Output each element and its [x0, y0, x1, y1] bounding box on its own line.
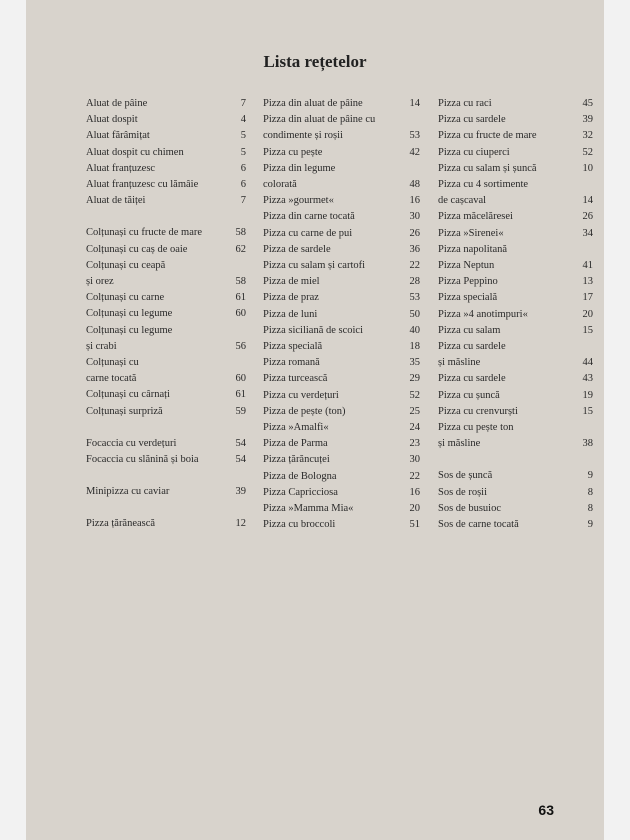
- recipe-entry: [438, 128, 593, 144]
- recipe-name: Pizza cu pește: [263, 146, 323, 158]
- recipe-entry: [86, 387, 246, 403]
- recipe-entry: [86, 404, 246, 420]
- recipe-name: de cașcaval: [438, 195, 487, 207]
- recipe-group: [86, 96, 246, 209]
- recipe-group: [86, 225, 246, 419]
- recipe-entry: [263, 226, 420, 242]
- recipe-page: 16: [409, 195, 420, 207]
- recipe-entry: [438, 226, 593, 242]
- recipe-name: Sos de carne tocată: [438, 519, 519, 531]
- recipe-entry: [438, 388, 593, 404]
- recipe-entry: [263, 371, 420, 387]
- recipe-entry: [263, 501, 420, 517]
- recipe-entry: [263, 307, 420, 323]
- recipe-name: Sos de șuncă: [438, 470, 493, 482]
- recipe-name: Pizza țărăncuței: [263, 454, 330, 466]
- recipe-entry: [263, 193, 420, 209]
- recipe-page: 54: [235, 454, 246, 466]
- recipe-entry: [86, 355, 246, 371]
- recipe-name: și orez: [86, 276, 114, 288]
- recipe-name: Colțunași cu ceapă: [86, 259, 166, 271]
- recipe-entry: [438, 290, 593, 306]
- recipe-name: Pizza cu fructe de mare: [438, 130, 537, 142]
- recipe-name: Colțunași cu fructe de mare: [86, 227, 203, 239]
- recipe-entry: [438, 112, 593, 128]
- recipe-page: 15: [582, 324, 593, 336]
- recipe-page: 30: [409, 454, 420, 466]
- recipe-name: Pizza din aluat de pâine: [263, 98, 363, 109]
- recipe-entry: [438, 242, 593, 258]
- recipe-name: Aluat fărâmițat: [86, 130, 150, 142]
- recipe-name: Sos de roșii: [438, 486, 488, 498]
- recipe-group: [86, 436, 246, 468]
- recipe-name: Pizza cu broccoli: [263, 519, 336, 531]
- recipe-page: 53: [409, 292, 420, 304]
- book-page: [26, 0, 604, 840]
- recipe-entry: [438, 145, 593, 161]
- recipe-entry: [438, 177, 593, 193]
- recipe-entry: [86, 258, 246, 274]
- recipe-page: 9: [587, 519, 593, 531]
- recipe-entry: [263, 209, 420, 225]
- recipe-entry: [263, 112, 420, 128]
- recipe-entry: [438, 436, 593, 452]
- recipe-name: Pizza romană: [263, 357, 320, 369]
- recipe-page: 50: [409, 308, 420, 320]
- recipe-page: 4: [240, 114, 246, 126]
- recipe-entry: [263, 339, 420, 355]
- recipe-name: Pizza de pește (ton): [263, 405, 346, 417]
- recipe-entry: [86, 96, 246, 112]
- recipe-name: Aluat dospit: [86, 114, 138, 126]
- recipe-name: Pizza din legume: [263, 162, 336, 174]
- recipe-name: Pizza de luni: [263, 308, 318, 320]
- recipe-entry: [86, 306, 246, 322]
- recipe-name: Pizza cu ciuperci: [438, 146, 510, 158]
- recipe-entry: [438, 485, 593, 501]
- recipe-page: 61: [235, 389, 246, 401]
- recipe-name: Pizza »Sirenei«: [438, 227, 504, 239]
- recipe-entry: [438, 404, 593, 420]
- recipe-entry: [86, 484, 246, 500]
- recipe-page: 6: [240, 179, 246, 191]
- recipe-entry: [438, 161, 593, 177]
- recipe-name: și măsline: [438, 438, 481, 450]
- recipe-page: 19: [582, 389, 593, 401]
- recipe-page: 18: [409, 341, 420, 353]
- recipe-entry: [263, 355, 420, 371]
- recipe-group: [86, 516, 246, 532]
- recipe-page: 39: [582, 114, 593, 126]
- recipe-entry: [438, 371, 593, 387]
- recipe-entry: [438, 420, 593, 436]
- recipe-name: Sos de busuioc: [438, 502, 501, 514]
- recipe-name: Aluat franțuzesc cu lămâie: [86, 179, 199, 191]
- recipe-name: Pizza Peppino: [438, 276, 498, 288]
- recipe-entry: [263, 128, 420, 144]
- recipe-name: carne tocată: [86, 373, 137, 385]
- recipe-name: Pizza de praz: [263, 292, 319, 304]
- recipe-entry: [438, 323, 593, 339]
- recipe-name: Focaccia cu slănină și boia: [86, 454, 199, 466]
- recipe-name: Pizza cu sardele: [438, 341, 506, 353]
- recipe-name: și măsline: [438, 357, 481, 369]
- recipe-entry: [86, 436, 246, 452]
- recipe-page: 32: [582, 130, 593, 142]
- recipe-entry: [263, 258, 420, 274]
- recipe-page: 24: [409, 422, 420, 434]
- recipe-name: Pizza specială: [438, 292, 498, 304]
- recipe-page: 5: [240, 146, 246, 158]
- recipe-page: 60: [235, 308, 246, 320]
- recipe-page: 42: [409, 146, 420, 158]
- recipe-name: Pizza de Parma: [263, 438, 328, 450]
- recipe-page: 5: [240, 130, 246, 142]
- recipe-page: 17: [582, 292, 593, 304]
- recipe-name: Pizza de miel: [263, 276, 320, 288]
- recipe-entry: [263, 242, 420, 258]
- recipe-entry: [86, 161, 246, 177]
- page-title: Lista rețetelor: [263, 52, 367, 71]
- recipe-entry: [86, 274, 246, 290]
- recipe-entry: [438, 307, 593, 323]
- recipe-page: 52: [582, 146, 593, 158]
- recipe-page: 8: [587, 486, 593, 498]
- recipe-entry: [86, 177, 246, 193]
- recipe-name: Pizza siciliană de scoici: [263, 324, 364, 336]
- recipe-page: 14: [582, 195, 593, 207]
- recipe-name: Pizza Capricciosa: [263, 486, 338, 498]
- recipe-column-3: [438, 96, 593, 549]
- recipe-page: 25: [409, 405, 420, 417]
- recipe-page: 20: [582, 308, 593, 320]
- recipe-entry: [438, 517, 593, 533]
- recipe-entry: [438, 209, 593, 225]
- recipe-entry: [86, 339, 246, 355]
- recipe-name: Aluat de pâine: [86, 98, 148, 109]
- recipe-name: Pizza cu raci: [438, 98, 492, 109]
- recipe-entry: [438, 193, 593, 209]
- recipe-name: Aluat de tăiței: [86, 195, 146, 207]
- recipe-entry: [86, 112, 246, 128]
- recipe-page: 53: [409, 130, 420, 142]
- recipe-entry: [263, 290, 420, 306]
- recipe-page: 12: [235, 518, 246, 530]
- recipe-page: 35: [409, 357, 420, 369]
- recipe-page: 29: [409, 373, 420, 385]
- recipe-page: 43: [582, 373, 593, 385]
- recipe-name: Colțunași cu carne: [86, 292, 165, 304]
- recipe-name: Pizza din aluat de pâine cu: [263, 114, 376, 126]
- recipe-entry: [86, 452, 246, 468]
- recipe-page: 14: [409, 98, 420, 109]
- recipe-entry: [438, 258, 593, 274]
- recipe-entry: [86, 128, 246, 144]
- recipe-column-1: [86, 96, 246, 549]
- recipe-name: Pizza cu salam: [438, 324, 501, 336]
- recipe-page: 45: [582, 98, 593, 109]
- recipe-page: 44: [582, 357, 593, 369]
- recipe-page: 61: [235, 292, 246, 304]
- recipe-entry: [263, 485, 420, 501]
- recipe-name: Pizza cu salam și șuncă: [438, 162, 537, 174]
- recipe-name: Pizza cu pește ton: [438, 422, 514, 434]
- recipe-entry: [438, 339, 593, 355]
- recipe-name: Colțunași cu caș de oaie: [86, 243, 188, 255]
- recipe-page: 40: [409, 324, 420, 336]
- recipe-name: condimente și roșii: [263, 130, 343, 142]
- recipe-name: Pizza »Amalfi«: [263, 422, 329, 434]
- recipe-page: 22: [409, 470, 420, 482]
- recipe-entry: [86, 225, 246, 241]
- recipe-entry: [263, 452, 420, 468]
- recipe-entry: [438, 468, 593, 484]
- recipe-name: Colțunași cu: [86, 357, 139, 369]
- recipe-page: 13: [582, 276, 593, 288]
- recipe-page: 39: [235, 486, 246, 498]
- recipe-page: 10: [582, 162, 593, 174]
- recipe-entry: [263, 436, 420, 452]
- recipe-column-2: [263, 96, 420, 549]
- recipe-page: 60: [235, 373, 246, 385]
- recipe-name: Pizza cu șuncă: [438, 389, 500, 401]
- recipe-group: [438, 468, 593, 533]
- recipe-name: Pizza de sardele: [263, 243, 331, 255]
- recipe-entry: [438, 501, 593, 517]
- recipe-page: 26: [582, 211, 593, 223]
- recipe-name: Minipizza cu caviar: [86, 486, 170, 498]
- recipe-name: Pizza napolitană: [438, 243, 508, 255]
- recipe-name: Pizza »4 anotimpuri«: [438, 308, 528, 320]
- recipe-entry: [438, 274, 593, 290]
- recipe-group: [438, 96, 593, 452]
- recipe-name: Aluat franțuzesc: [86, 162, 156, 174]
- recipe-page: 7: [240, 98, 246, 109]
- recipe-entry: [263, 420, 420, 436]
- recipe-page: 62: [235, 243, 246, 255]
- recipe-entry: [263, 388, 420, 404]
- recipe-name: și crabi: [86, 340, 117, 352]
- recipe-name: Pizza Neptun: [438, 260, 495, 272]
- recipe-name: Colțunași surpriză: [86, 405, 163, 417]
- recipe-entry: [263, 517, 420, 533]
- recipe-page: 48: [409, 179, 420, 191]
- recipe-page: 59: [235, 405, 246, 417]
- recipe-entry: [86, 516, 246, 532]
- recipe-entry: [263, 96, 420, 112]
- recipe-page: 8: [587, 502, 593, 514]
- recipe-name: Pizza cu salam și cartofi: [263, 260, 366, 272]
- recipe-name: Focaccia cu verdețuri: [86, 437, 177, 449]
- recipe-name: Pizza cu carne de pui: [263, 227, 353, 239]
- recipe-entry: [86, 145, 246, 161]
- recipe-page: 58: [235, 227, 246, 239]
- recipe-name: Pizza măcelăresei: [438, 211, 513, 223]
- recipe-page: 54: [235, 437, 246, 449]
- recipe-name: Pizza »Mamma Mia«: [263, 503, 354, 515]
- recipe-page: 56: [235, 340, 246, 352]
- recipe-entry: [263, 469, 420, 485]
- recipe-name: Aluat dospit cu chimen: [86, 146, 184, 158]
- recipe-page: 51: [409, 519, 420, 531]
- recipe-page: 28: [409, 276, 420, 288]
- recipe-page: 26: [409, 227, 420, 239]
- recipe-entry: [438, 96, 593, 112]
- recipe-entry: [86, 323, 246, 339]
- recipe-page: 58: [235, 276, 246, 288]
- recipe-name: Colțunași cu cârnați: [86, 389, 170, 401]
- recipe-name: Colțunași cu legume: [86, 324, 173, 336]
- recipe-group: [86, 484, 246, 500]
- recipe-page: 15: [582, 405, 593, 417]
- recipe-entry: [86, 193, 246, 209]
- recipe-page: 23: [409, 438, 420, 450]
- recipe-page: 38: [582, 438, 593, 450]
- recipe-name: colorată: [263, 179, 297, 191]
- recipe-entry: [86, 371, 246, 387]
- recipe-group: [263, 96, 420, 533]
- recipe-name: Colțunași cu legume: [86, 308, 173, 320]
- recipe-page: 6: [240, 162, 246, 174]
- recipe-entry: [263, 274, 420, 290]
- recipe-name: Pizza turcească: [263, 373, 328, 385]
- recipe-entry: [438, 355, 593, 371]
- recipe-name: Pizza cu sardele: [438, 114, 506, 126]
- recipe-entry: [263, 161, 420, 177]
- recipe-name: Pizza »gourmet«: [263, 195, 334, 207]
- page-number: 63: [538, 802, 554, 818]
- recipe-page: 36: [409, 243, 420, 255]
- recipe-page: 7: [240, 195, 246, 207]
- recipe-name: Pizza cu 4 sortimente: [438, 179, 529, 191]
- recipe-page: 22: [409, 260, 420, 272]
- recipe-page: 34: [582, 227, 593, 239]
- recipe-page: 52: [409, 389, 420, 401]
- recipe-entry: [263, 404, 420, 420]
- recipe-name: Pizza țărănească: [86, 518, 156, 530]
- recipe-page: 30: [409, 211, 420, 223]
- recipe-name: Pizza cu verdețuri: [263, 389, 339, 401]
- recipe-page: 9: [587, 470, 593, 482]
- recipe-name: Pizza specială: [263, 341, 323, 353]
- recipe-page: 20: [409, 503, 420, 515]
- recipe-page: 41: [582, 260, 593, 272]
- recipe-entry: [86, 290, 246, 306]
- recipe-entry: [263, 145, 420, 161]
- recipe-entry: [263, 323, 420, 339]
- recipe-name: Pizza cu crenvurști: [438, 405, 518, 417]
- recipe-entry: [86, 242, 246, 258]
- recipe-name: Pizza de Bologna: [263, 470, 337, 482]
- recipe-page: 16: [409, 486, 420, 498]
- recipe-entry: [263, 177, 420, 193]
- recipe-name: Pizza din carne tocată: [263, 211, 355, 223]
- recipe-name: Pizza cu sardele: [438, 373, 506, 385]
